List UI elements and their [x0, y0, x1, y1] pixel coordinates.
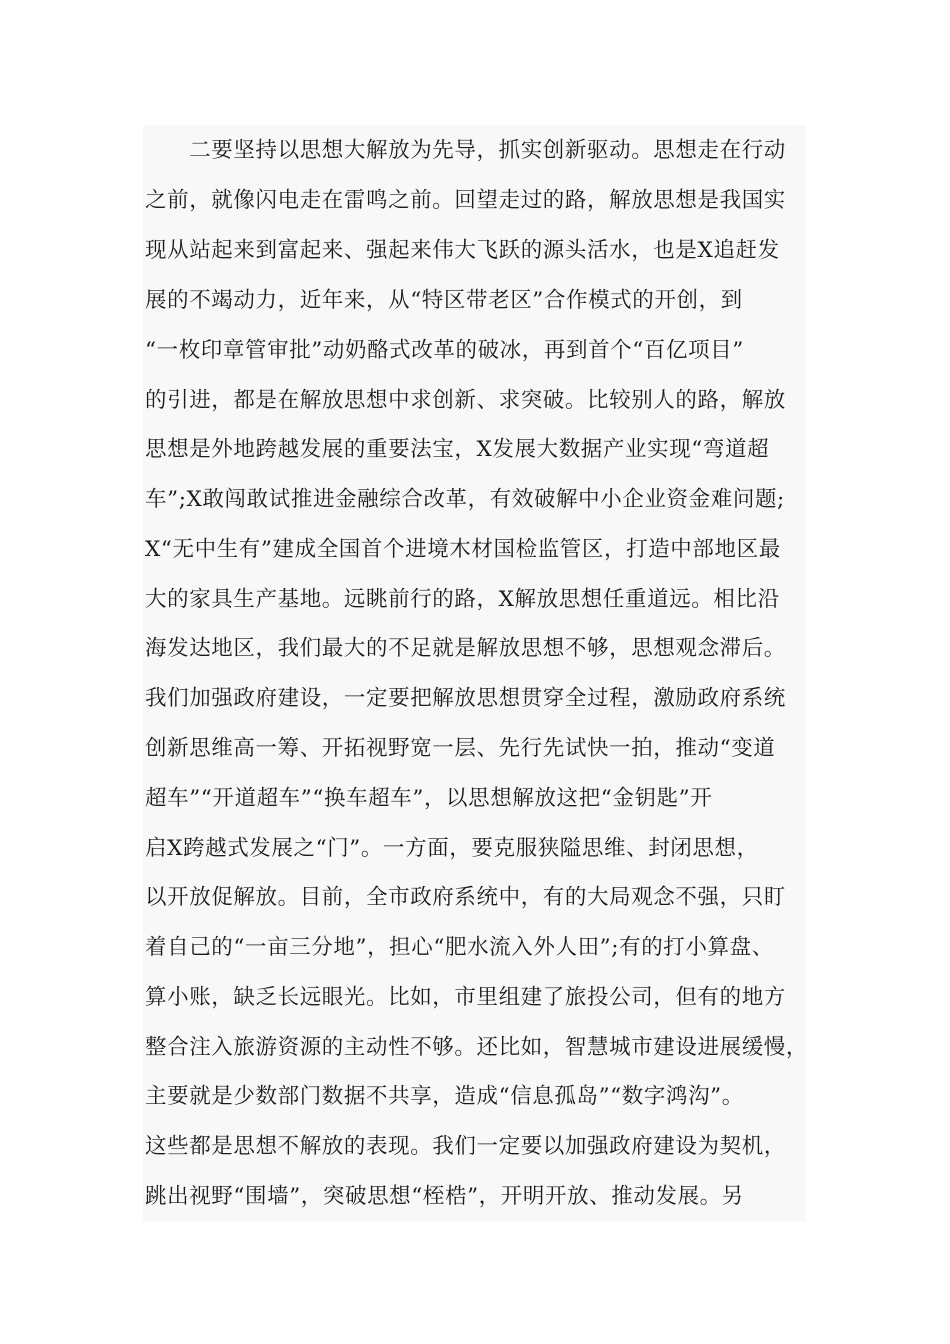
text-line: 整合注入旅游资源的主动性不够。还比如，智慧城市建设进展缓慢，: [145, 1035, 809, 1060]
text-line: 超车”“开道超车”“换车超车”，以思想解放这把“金钥匙”开: [145, 786, 713, 811]
text-line: 主要就是少数部门数据不共享，造成“信息孤岛”“数字鸿沟”。: [145, 1084, 744, 1109]
text-line: 这些都是思想不解放的表现。我们一定要以加强政府建设为契机，: [145, 1134, 786, 1159]
text-line: 以开放促解放。目前，全市政府系统中，有的大局观念不强，只盯: [145, 885, 786, 910]
text-line: 思想是外地跨越发展的重要法宝，X发展大数据产业实现“弯道超: [145, 437, 770, 462]
text-line: 展的不竭动力，近年来，从“特区带老区”合作模式的开创，到: [145, 288, 743, 313]
text-line: 车”;X敢闯敢试推进金融综合改革，有效破解中小企业资金难问题;: [145, 487, 785, 512]
text-line: 创新思维高一筹、开拓视野宽一层、先行先试快一拍，推动“变道: [145, 736, 776, 761]
text-line: “一枚印章管审批”动奶酪式改革的破冰，再到首个“百亿项目”: [145, 338, 744, 363]
text-line: X“无中生有”建成全国首个进境木材国检监管区，打造中部地区最: [145, 537, 781, 562]
text-line: 我们加强政府建设，一定要把解放思想贯穿全过程，激励政府系统: [145, 686, 786, 711]
text-line: 二要坚持以思想大解放为先导，抓实创新驱动。思想走在行动: [145, 138, 786, 163]
text-line: 算小账，缺乏长远眼光。比如，市里组建了旅投公司，但有的地方: [145, 985, 786, 1010]
text-line: 海发达地区，我们最大的不足就是解放思想不够，思想观念滞后。: [145, 636, 786, 661]
text-line: 之前，就像闪电走在雷鸣之前。回望走过的路，解放思想是我国实: [145, 188, 786, 213]
text-line: 现从站起来到富起来、强起来伟大飞跃的源头活水，也是X追赶发: [145, 238, 780, 263]
text-line: 启X跨越式发展之“门”。一方面，要克服狭隘思维、封闭思想，: [145, 836, 759, 861]
text-line: 跳出视野“围墙”，突破思想“桎梏”，开明开放、推动发展。另: [145, 1184, 744, 1209]
text-line: 着自己的“一亩三分地”，担心“肥水流入外人田”;有的打小算盘、: [145, 935, 774, 960]
text-line: 大的家具生产基地。远眺前行的路，X解放思想任重道远。相比沿: [145, 587, 780, 612]
text-line: 的引进，都是在解放思想中求创新、求突破。比较别人的路，解放: [145, 388, 786, 413]
